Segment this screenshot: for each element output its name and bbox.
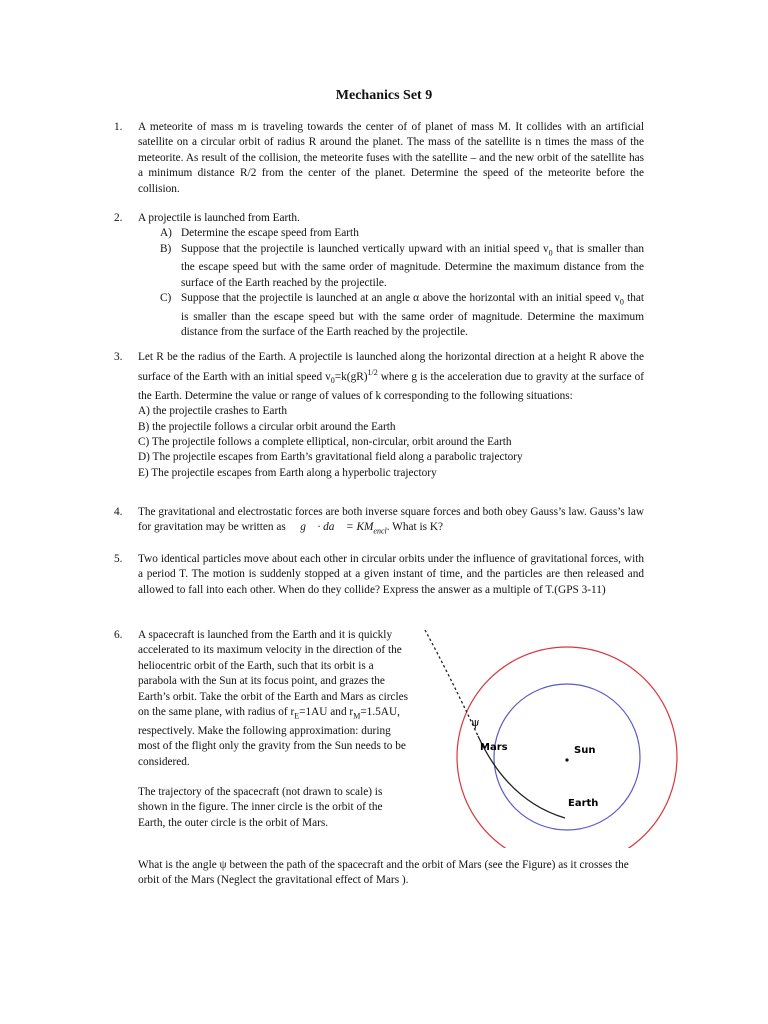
- gauss-equation: ∮ g⃗ · da⃗ = KM: [288, 521, 374, 534]
- text-run: Let R be the radius of the Earth. A projectile is launched along the horizontal direction at a height R above the surface of the Earth with an initial speed v: [138, 351, 644, 384]
- mars-label: Mars: [480, 742, 508, 753]
- text-run: where g is the acceleration due to gravity at the surface of the Earth. Determine the value or range of values of k corresponding to the following situations:: [138, 371, 644, 402]
- text-run: =1.5AU, respectively. Make the following approximation: during most of the flight only the gravity from the Sun needs to be considered.: [138, 706, 406, 768]
- subquestion-text: that is smaller than the escape speed but with the same order of magnitude. Determine the maximum distance from the surface of the Earth reached by the projectile.: [181, 292, 645, 339]
- subscript: 0: [619, 297, 624, 307]
- subscript: E: [294, 711, 300, 721]
- subscript: 0: [330, 376, 335, 386]
- question-text: [138, 628, 410, 770]
- question-text: A meteorite of mass m is traveling towards the center of of planet of mass M. It collides with an artificial satellite on a circular orbit of radius R around the planet. The mass of the satellite is n times the mass of the meteorite. As result of the collision, the meteorite fuses with the satellite – and the new orbit of the satellite has a minimum distance R/2 from the center of the planet. Determine the speed of the meteorite before the collision.: [138, 121, 644, 195]
- option-b: B) the projectile follows a circular orbit around the Earth: [138, 420, 396, 433]
- subquestion-text: Suppose that the projectile is launched at an angle α above the horizontal with an initial speed v: [181, 292, 620, 305]
- subquestion-text: Determine the escape speed from Earth: [181, 227, 359, 240]
- question-2: [114, 211, 644, 341]
- question-text: What is the angle ψ between the path of the spacecraft and the orbit of Mars (see the Figure) as it crosses the orbit of the Mars (Neglect the gravitational effect of Mars ).: [138, 859, 629, 887]
- question-number: 3.: [114, 351, 123, 363]
- orbit-figure: [420, 626, 678, 848]
- earth-orbit-circle: [494, 684, 640, 830]
- question-6-final: [114, 858, 644, 889]
- option-e: E) The projectile escapes from Earth along a hyperbolic trajectory: [138, 466, 437, 479]
- subquestion-text: Suppose that the projectile is launched vertically upward with an initial speed v: [181, 242, 549, 255]
- question-number: 4.: [114, 506, 123, 518]
- page-title: Mechanics Set 9: [335, 88, 433, 103]
- text-run: A spacecraft is launched from the Earth and it is quickly accelerated to its maximum velocity in the direction of the heliocentric orbit of the Earth, such that its orbit is a parabola with the Sun at its focus point, and grazes the Earth’s orbit. Take the orbit of the Earth and Mars as circles on the same plane, with radius of r: [138, 629, 409, 719]
- subquestion-text: that is smaller than the escape speed but with the same order of magnitude. Determine the maximum distance from the surface of the Earth reached by the projectile.: [181, 242, 644, 289]
- option-a: A) the projectile crashes to Earth: [138, 405, 287, 418]
- question-6: [114, 628, 410, 831]
- subquestion-label: B): [160, 242, 172, 255]
- subscript: 0: [548, 248, 553, 258]
- text-run: =1AU and r: [299, 706, 354, 719]
- subquestion-b: [138, 242, 644, 291]
- subscript: M: [353, 711, 361, 721]
- question-text: [138, 350, 644, 404]
- question-text: Two identical particles move about each other in circular orbits under the influence of gravitational forces, with a period T. The motion is suddenly stopped at a given instant of time, and the particles are then released and allowed to fall into each other. When do they collide? Express the answer as a multiple of T.(GPS 3-11): [138, 553, 644, 596]
- earth-label: Earth: [568, 798, 599, 809]
- psi-label: ψ: [471, 716, 480, 729]
- question-number: 5.: [114, 553, 123, 565]
- question-4: [114, 505, 644, 539]
- question-intro: A projectile is launched from Earth.: [138, 212, 300, 224]
- question-number: 6.: [114, 629, 123, 641]
- subquestion-c: [138, 291, 644, 340]
- subscript: encl: [373, 526, 387, 536]
- figure-description: The trajectory of the spacecraft (not drawn to scale) is shown in the figure. The inner circle is the orbit of the Earth, the outer circle is the orbit of Mars.: [138, 785, 383, 829]
- superscript: 1/2: [367, 368, 378, 378]
- option-c: C) The projectile follows a complete elliptical, non-circular, orbit around the Earth: [138, 436, 512, 449]
- question-text: The gravitational and electrostatic forces are both inverse square forces and both obey Gauss’s law. Gauss’s law for gravitation may be written as: [138, 506, 644, 534]
- text-run: =k(gR): [334, 371, 368, 384]
- question-text: . What is K?: [386, 521, 443, 534]
- subquestion-a: [138, 226, 644, 241]
- sun-label: Sun: [574, 745, 596, 756]
- sun-dot: [565, 758, 568, 761]
- option-d: D) The projectile escapes from Earth’s gravitational field along a parabolic trajectory: [138, 451, 523, 464]
- question-number: 1.: [114, 121, 123, 133]
- question-3: [114, 350, 644, 481]
- subquestion-label: A): [160, 227, 172, 240]
- question-5: [114, 552, 644, 598]
- subquestion-label: C): [160, 292, 172, 305]
- question-1: [114, 120, 644, 197]
- question-number: 2.: [114, 212, 123, 224]
